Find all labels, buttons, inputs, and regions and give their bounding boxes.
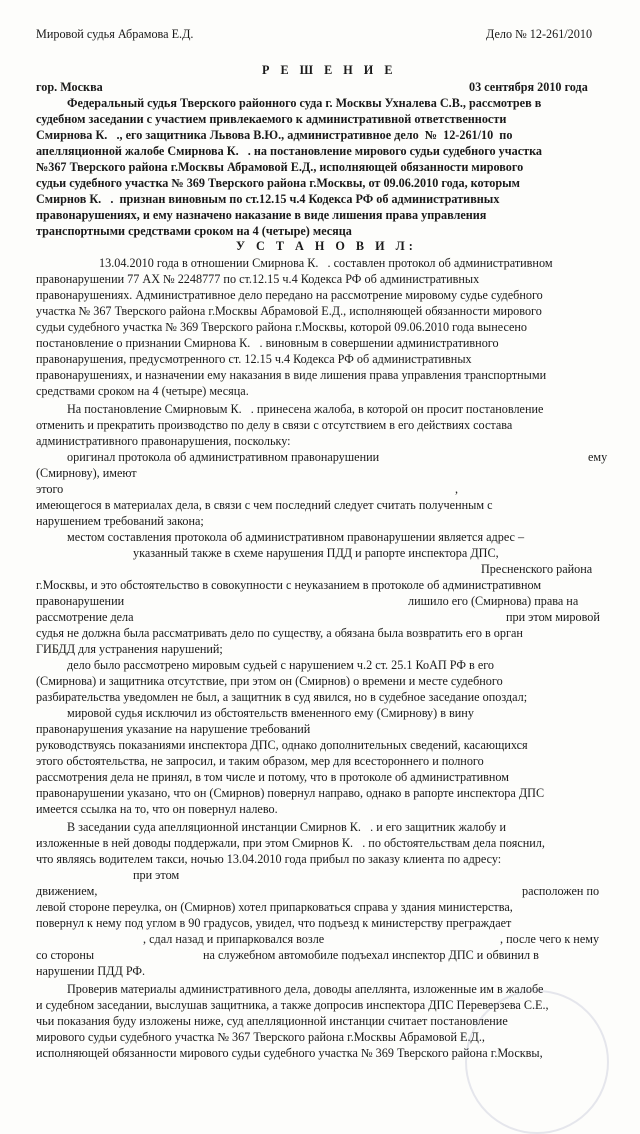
body-line: г.Москвы, и это обстоятельство в совокупности с неуказанием в протоколе об административном [36, 578, 542, 592]
body-line: 13.04.2010 года в отношении Смирнова К. . составлен протокол об административном [99, 256, 553, 270]
intro-line: правонарушениях, и ему назначено наказание в виде лишения права управления [36, 208, 487, 222]
body-line: Пресненского района [481, 562, 593, 576]
body-line: лишило его (Смирнова) права на [408, 594, 579, 608]
body-line: мирового судьи судебного участка № 367 Тверского района г.Москвы Абрамовой Е.Д., [36, 1030, 485, 1044]
intro-line: Смирнова К. ., его защитника Львова В.Ю., административное дело № 12-261/10 по [36, 128, 513, 142]
body-line: правонарушении 77 АХ № 2248777 по ст.12.15 ч.4 Кодекса РФ об административных [36, 272, 480, 286]
body-line: административного правонарушения, поскольку: [36, 434, 291, 448]
intro-line: судьи судебного участка № 369 Тверского района г.Москвы, от 09.06.2010 года, которым [36, 176, 520, 190]
body-line: (Смирнову), имеют [36, 466, 137, 480]
body-line: правонарушениях. Административное дело передано на рассмотрение мировому судье судебного [36, 288, 543, 302]
body-line: постановление о признании Смирнова К. . виновным в совершении административного [36, 336, 499, 350]
body-line: имеющегося в материалах дела, в связи с чем последний следует считать полученным с [36, 498, 493, 512]
body-line: Проверив материалы административного дела, доводы апеллянта, изложенные им в жалобе [67, 982, 544, 996]
document-title: Р Е Ш Е Н И Е [262, 63, 397, 77]
established-heading: У С Т А Н О В И Л: [236, 239, 417, 253]
body-line: со стороны [36, 948, 95, 962]
body-line: (Смирнова) и защитника отсутствие, при этом он (Смирнов) о времени и месте судебного [36, 674, 503, 688]
case-number: Дело № 12-261/2010 [486, 27, 593, 41]
body-line: На постановление Смирновым К. . принесена жалоба, в которой он просит постановление [67, 402, 544, 416]
body-line: этого обстоятельства, не запросил, и таким образом, мер для всестороннего и полного [36, 754, 484, 768]
body-line: оригинал протокола об административном правонарушении [67, 450, 380, 464]
body-line: правонарушения, предусмотренного ст. 12.15 ч.4 Кодекса РФ об административных [36, 352, 472, 366]
body-line: правонарушения указание на нарушение требований [36, 722, 311, 736]
body-line: указанный также в схеме нарушения ПДД и рапорте инспектора ДПС, [133, 546, 499, 560]
body-line: судья не должна была рассматривать дело по существу, а обязана была возвратить его в орган [36, 626, 523, 640]
body-line: дело было рассмотрено мировым судьей с нарушением ч.2 ст. 25.1 КоАП РФ в его [67, 658, 495, 672]
intro-line: апелляционной жалобе Смирнова К. . на постановление мирового судьи судебного участка [36, 144, 543, 158]
body-line: нарушении ПДД РФ. [36, 964, 146, 978]
body-line: судьи судебного участка № 369 Тверского района г.Москвы, которой 09.06.2010 года вынесено [36, 320, 528, 334]
body-line: средствами сроком на 4 (четыре) месяца. [36, 384, 249, 398]
body-line: мировой судья исключил из обстоятельств вмененного ему (Смирнову) в вину [67, 706, 474, 720]
city: гор. Москва [36, 80, 103, 94]
intro-line: судебном заседании с участием привлекаемого к административной ответственности [36, 112, 507, 126]
body-line: , [455, 482, 459, 496]
body-line: рассмотрения дела не принял, в том числе и потому, что в протоколе об административном [36, 770, 509, 784]
body-line: на служебном автомобиле подъехал инспектор ДПС и обвинил в [203, 948, 539, 962]
intro-line: транспортными средствами сроком на 4 (четыре) месяца [36, 224, 352, 238]
body-line: , после чего к нему [500, 932, 600, 946]
body-line: повернул к нему под углом в 90 градусов, увидел, что подъезд к министерству преграждает [36, 916, 512, 930]
body-line: В заседании суда апелляционной инстанции Смирнов К. . и его защитник жалобу и [67, 820, 507, 834]
body-line: при этом [133, 868, 180, 882]
body-line: исполняющей обязанности мирового судьи судебного участка № 369 Тверского района г.Москвы, [36, 1046, 543, 1060]
faint-stamp [465, 990, 609, 1134]
body-line: движением, [36, 884, 98, 898]
body-line: при этом мировой [506, 610, 600, 624]
body-line: руководствуясь показаниями инспектора ДПС, однако дополнительных сведений, касающихся [36, 738, 528, 752]
intro-line: №367 Тверского района г.Москвы Абрамовой Е.Д., исполняющей обязанности мирового [36, 160, 524, 174]
body-line: ему [588, 450, 608, 464]
body-line: рассмотрение дела [36, 610, 134, 624]
body-line: расположен по [522, 884, 600, 898]
body-line: имеется ссылка на то, что он повернул налево. [36, 802, 278, 816]
body-line: правонарушении [36, 594, 125, 608]
body-line: ГИБДД для устранения нарушений; [36, 642, 223, 656]
body-line: нарушением требований закона; [36, 514, 204, 528]
body-line: участка № 367 Тверского района г.Москвы Абрамовой Е.Д., исполняющей обязанности мирового [36, 304, 542, 318]
body-line: чьи показания буду изложены ниже, суд апелляционной инстанции считает постановление [36, 1014, 508, 1028]
body-line: правонарушениях, и назначении ему наказания в виде лишения права управления транспортными [36, 368, 547, 382]
body-line: и судебном заседании, выслушав защитника, а также допросив инспектора ДПС Переверзева С.Е., [36, 998, 549, 1012]
body-line: отменить и прекратить производство по делу в связи с отсутствием в его действиях состава [36, 418, 513, 432]
intro-line: Федеральный судья Тверского районного суда г. Москвы Ухналева С.В., рассмотрев в [67, 96, 542, 110]
body-line: правонарушении указано, что он (Смирнов) повернул направо, однако в рапорте инспектора ДПС [36, 786, 545, 800]
body-line: что являясь водителем такси, ночью 13.04.2010 года прибыл по заказу клиента по адресу: [36, 852, 502, 866]
body-line: местом составления протокола об административном правонарушении является адрес – [67, 530, 525, 544]
date: 03 сентября 2010 года [469, 80, 588, 94]
judge-header: Мировой судья Абрамова Е.Д. [36, 27, 194, 41]
intro-line: Смирнов К. . признан виновным по ст.12.15 ч.4 Кодекса РФ об административных [36, 192, 500, 206]
body-line: изложенные в ней доводы поддержали, при этом Смирнов К. . по обстоятельствам дела пояснил, [36, 836, 545, 850]
body-line: , сдал назад и припарковался возле [143, 932, 325, 946]
body-line: левой стороне переулка, он (Смирнов) хотел припарковаться справа у здания министерства, [36, 900, 513, 914]
body-line: этого [36, 482, 64, 496]
body-line: разбирательства уведомлен не был, а защитник в суд явился, но в судебное заседание опоздал; [36, 690, 528, 704]
